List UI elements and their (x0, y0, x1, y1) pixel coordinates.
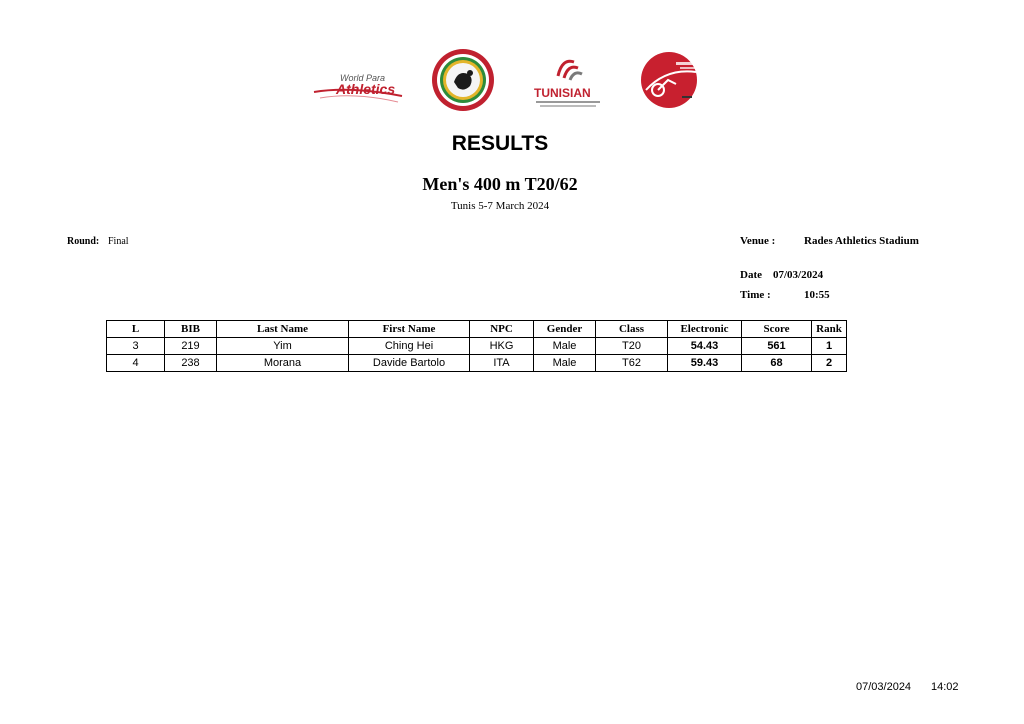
wpa-logo-line1: World Para (340, 73, 386, 83)
cell-last-name: Morana (217, 355, 349, 372)
cell-bib: 219 (165, 338, 217, 355)
header-lane: L (107, 321, 165, 338)
results-table (106, 320, 847, 372)
header-electronic: Electronic (668, 321, 742, 338)
time-label: Time : (740, 289, 771, 301)
header-score: Score (742, 321, 812, 338)
cell-first-name: Davide Bartolo (349, 355, 470, 372)
header-first-name: First Name (349, 321, 470, 338)
event-title: Men's 400 m T20/62 (422, 174, 578, 194)
time-value: 10:55 (804, 289, 830, 301)
footer-date: 07/03/2024 (856, 681, 912, 693)
cell-score: 561 (742, 338, 812, 355)
cell-rank: 1 (812, 338, 847, 355)
federation-ring-logo (428, 48, 498, 112)
table-header-row (107, 321, 847, 338)
header-gender: Gender (534, 321, 596, 338)
header-last-name: Last Name (217, 321, 349, 338)
cell-gender: Male (534, 338, 596, 355)
cell-electronic: 54.43 (668, 338, 742, 355)
tunisian-logo-text: TUNISIAN (534, 86, 591, 100)
grand-prix-tunis-logo (636, 50, 706, 110)
table-row (107, 338, 847, 355)
page-title: RESULTS (451, 132, 549, 155)
cell-class: T62 (596, 355, 668, 372)
footer-time: 14:02 (931, 681, 959, 693)
cell-lane: 3 (107, 338, 165, 355)
venue-value: Rades Athletics Stadium (804, 235, 919, 247)
world-para-athletics-logo (310, 52, 410, 110)
wpa-logo-line2: Athletics (336, 81, 396, 97)
cell-class: T20 (596, 338, 668, 355)
round-label: Round: (67, 236, 100, 247)
cell-electronic: 59.43 (668, 355, 742, 372)
venue-label: Venue : (740, 235, 776, 247)
cell-npc: ITA (470, 355, 534, 372)
date-label: Date (740, 269, 762, 281)
cell-bib: 238 (165, 355, 217, 372)
date-value: 07/03/2024 (773, 269, 824, 281)
header-class: Class (596, 321, 668, 338)
cell-gender: Male (534, 355, 596, 372)
table-row (107, 355, 847, 372)
header-npc: NPC (470, 321, 534, 338)
cell-first-name: Ching Hei (349, 338, 470, 355)
round-value: Final (108, 236, 129, 247)
header-rank: Rank (812, 321, 847, 338)
tunisian-paralympic-committee-logo (530, 50, 608, 112)
event-subtitle: Tunis 5-7 March 2024 (450, 200, 550, 212)
cell-rank: 2 (812, 355, 847, 372)
cell-lane: 4 (107, 355, 165, 372)
cell-last-name: Yim (217, 338, 349, 355)
cell-score: 68 (742, 355, 812, 372)
cell-npc: HKG (470, 338, 534, 355)
header-bib: BIB (165, 321, 217, 338)
